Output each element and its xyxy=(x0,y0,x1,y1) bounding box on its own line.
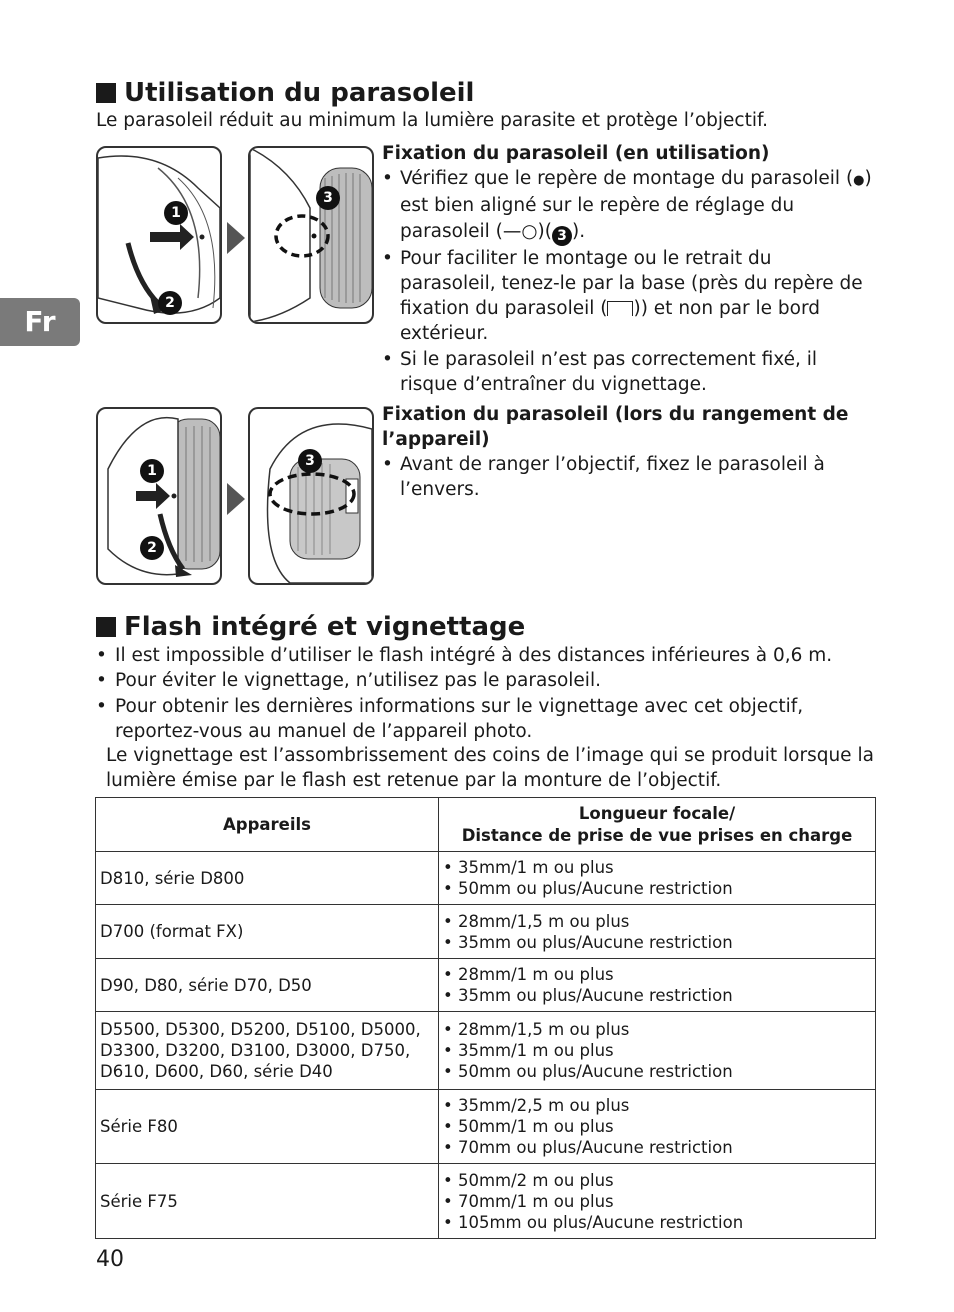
compatibility-table xyxy=(95,797,876,1239)
figure-hood-storage-step1 xyxy=(96,407,222,585)
table-header-row xyxy=(96,798,876,852)
table-row xyxy=(96,959,876,1012)
camera-cell: Série F80 xyxy=(96,1090,439,1164)
hood-attach-mark-icon xyxy=(607,301,633,316)
table-row xyxy=(96,1012,876,1090)
table-row xyxy=(96,852,876,905)
camera-cell: D5500, D5300, D5200, D5100, D5000, D3300, D3200, D3100, D3000, D750, D610, D600, D60, série D40 xyxy=(96,1012,439,1090)
alignment-mark-icon: —○ xyxy=(502,220,538,242)
figure-hood-storage-step2 xyxy=(248,407,374,585)
focal-cell: • 28mm/1,5 m ou plus • 35mm/1 m ou plus • 50mm ou plus/Aucune restriction xyxy=(439,1012,876,1090)
square-bullet-icon xyxy=(96,617,116,637)
focal-cell: • 50mm/2 m ou plus • 70mm/1 m ou plus • 105mm ou plus/Aucune restriction xyxy=(439,1164,876,1239)
vignetting-note: Le vignettage est l’assombrissement des coins de l’image qui se produit lorsque la lumière émise par le flash est retenue par la monture de l’objectif. xyxy=(106,745,874,792)
hood-storage-heading: Fixation du parasoleil (lors du rangement de l’appareil) xyxy=(382,404,849,450)
square-bullet-icon xyxy=(96,83,116,103)
step-number-2: 2 xyxy=(158,291,182,315)
header-focal-distance: Longueur focale/ Distance de prise de vue prises en charge xyxy=(439,798,876,852)
table-row xyxy=(96,1164,876,1239)
section-intro: Le parasoleil réduit au minimum la lumière parasite et protège l’objectif. xyxy=(96,110,769,131)
camera-cell: D700 (format FX) xyxy=(96,905,439,959)
step-number-3: 3 xyxy=(316,186,340,210)
hood-use-bullets xyxy=(382,166,872,397)
focal-cell: • 28mm/1,5 m ou plus • 35mm ou plus/Aucune restriction xyxy=(439,905,876,959)
table-row xyxy=(96,1090,876,1164)
list-item: • Pour obtenir les dernières informations sur le vignettage avec cet objectif, reportez-vous au manuel de l’appareil photo. xyxy=(96,694,876,745)
hood-aligned-illustration xyxy=(250,148,372,322)
step-number-1: 1 xyxy=(140,459,164,483)
camera-cell: Série F75 xyxy=(96,1164,439,1239)
list-item: • Pour faciliter le montage ou le retrait du parasoleil, tenez-le par la base (près du repère de fixation du parasoleil ( )) et non par le bord extérieur. xyxy=(382,246,872,347)
focal-cell: • 35mm/2,5 m ou plus • 50mm/1 m ou plus • 70mm ou plus/Aucune restriction xyxy=(439,1090,876,1164)
step-number-3: 3 xyxy=(298,449,322,473)
page-number: 40 xyxy=(96,1247,124,1272)
list-item: • Si le parasoleil n’est pas correctement fixé, il risque d’entraîner du vignettage. xyxy=(382,347,872,398)
hood-use-heading: Fixation du parasoleil (en utilisation) xyxy=(382,143,770,164)
list-item: • Pour éviter le vignettage, n’utilisez pas le parasoleil. xyxy=(96,668,876,693)
table-row xyxy=(96,905,876,959)
list-item: • Avant de ranger l’objectif, fixez le parasoleil à l’envers. xyxy=(382,452,872,503)
list-item: • Il est impossible d’utiliser le flash intégré à des distances inférieures à 0,6 m. xyxy=(96,643,876,668)
section-title-text: Flash intégré et vignettage xyxy=(124,612,526,642)
step-number-1: 1 xyxy=(164,201,188,225)
camera-cell: D810, série D800 xyxy=(96,852,439,905)
section-title-flash xyxy=(96,612,525,642)
list-item: • Vérifiez que le repère de montage du parasoleil (●) est bien aligné sur le repère de réglage du parasoleil (—○)( 3 ). xyxy=(382,166,872,246)
focal-cell: • 28mm/1 m ou plus • 35mm ou plus/Aucune restriction xyxy=(439,959,876,1012)
hood-storage-bullets xyxy=(382,452,872,503)
focal-cell: • 35mm/1 m ou plus • 50mm ou plus/Aucune restriction xyxy=(439,852,876,905)
header-cameras: Appareils xyxy=(96,798,439,852)
mount-dot-icon: ● xyxy=(853,173,865,188)
section-title-parasoleil xyxy=(96,78,474,108)
figure-hood-attach-step2 xyxy=(248,146,374,324)
step-arrow-icon xyxy=(227,222,245,254)
figure-hood-attach-step1 xyxy=(96,146,222,324)
flash-bullets xyxy=(96,643,876,744)
hood-reversed-aligned-illustration xyxy=(250,409,372,583)
language-tab: Fr xyxy=(0,298,80,346)
step-arrow-icon xyxy=(227,483,245,515)
step-number-3-inline: 3 xyxy=(552,226,572,246)
step-number-2: 2 xyxy=(140,536,164,560)
camera-cell: D90, D80, série D70, D50 xyxy=(96,959,439,1012)
section-title-text: Utilisation du parasoleil xyxy=(124,78,475,108)
